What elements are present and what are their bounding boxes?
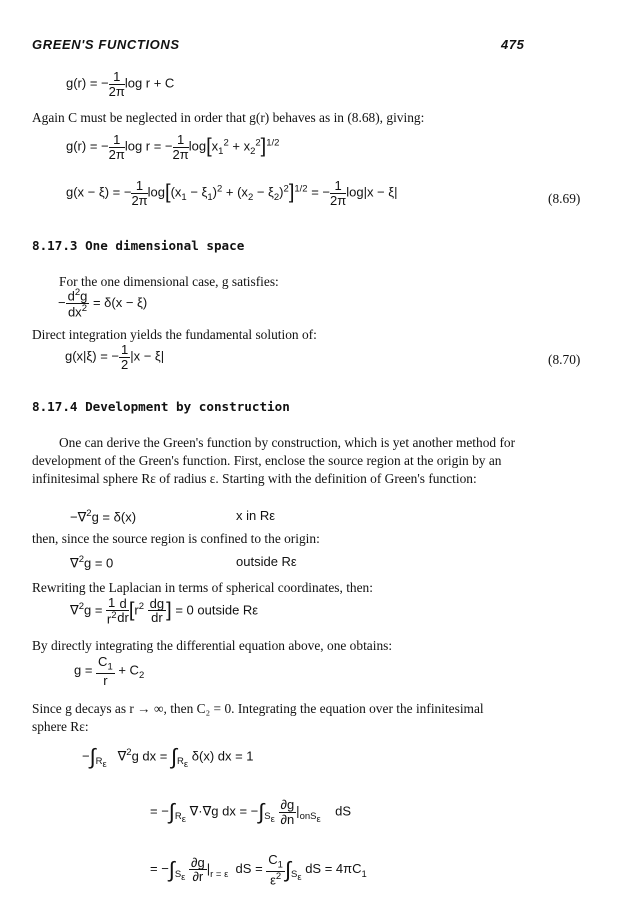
paragraph-derive-line1: One can derive the Green's function by construction, which is yet another method for [59,435,516,450]
paragraph-decay-line2: sphere Rε: [32,719,89,734]
section-title-8-17-3: 8.17.3 One dimensional space [32,238,245,253]
equation-gr-log: g(r) = − $\frac{1}{2\pi}$ log r = − $\frac{1}{2\pi}$ $\log[x_1^2 + x_2^2]^{1/2}$ [66,132,280,162]
paragraph-derive-line3: infinitesimal sphere Rε of radius ε. Starting with the definition of Green's function: [32,471,477,486]
paragraph-direct-integration: Direct integration yields the fundamental solution of: [32,327,317,342]
equation-label-8-70: (8.70) [548,352,581,367]
equation-laplace-outside: ∇$^2$g = 0 [70,554,114,571]
equation-definition: −∇$^2$g = δ(x) [70,508,137,525]
equation-label-8-69: (8.69) [548,191,581,206]
section-title-8-17-4: 8.17.4 Development by construction [32,399,290,414]
paragraph-direct-integrating: By directly integrating the differential equation above, one obtains: [32,638,393,653]
paragraph-decay-line1: Since g decays as r → ∞, then C₂ = 0. Integrating the equation over the infinitesimal [32,701,484,716]
running-title: GREEN'S FUNCTIONS [32,37,180,52]
paragraph-one-dim: For the one dimensional case, g satisfies: [59,274,279,289]
page-number: 475 [501,37,525,52]
equation-1d-ode: − $\frac{d^2g}{dx^2}$ = δ(x − ξ) [58,287,148,320]
equation-general-solution: g = $\frac{C_1}{r}$ + $C_2$ [74,654,145,688]
equation-spherical-outside: = 0 outside Rε [175,602,259,618]
paragraph-source-confined: then, since the source region is confined to the origin: [32,531,320,546]
paragraph-rewrite-laplacian: Rewriting the Laplacian in terms of spherical coordinates, then: [32,580,373,595]
paragraph-neglect-c: Again C must be neglected in order that g(r) behaves as in (8.68), giving: [32,110,425,125]
paragraph-derive-line2: development of the Green's function. First, enclose the source region at the origin by an [32,453,502,468]
equation-definition-domain: x in Rε [236,508,276,523]
equation-volume-integral: $-\int_{R_\varepsilon}$ ∇$^2$g dx = $\int_{R_\varepsilon}$ δ(x) dx = 1 [82,744,254,770]
equation-spherical-laplacian: ∇$^2$g = $\frac{1}{r^2}$ $\frac{d}{dr}$ [$r^2$ $\frac{dg}{dr}$ ] = 0 outside Rε [70,595,259,626]
equation-8-69: g(x − ξ) = − $\frac{1}{2\pi}$ $\log[(x_1 - \xi_1)^2 + (x_2 - \xi_2)^2]^{1/2}$ = − $\frac{1}{2\pi}$ log|x − ξ| [66,178,398,208]
equation-outside-domain: outside Rε [236,554,297,569]
equation-surface-step: = $-\int_{S_\varepsilon}$ $\frac{\partial g}{\partial r}$ $|_{r = \varepsilon}$ dS = $\frac{C_1}{\varepsilon^2}$ $\int_{S_\varepsilon}$ dS = $4\pi C_1$ [150,852,367,887]
equation-gr-constant: g(r) = − $\frac{1}{2\pi}$ log r + C [66,69,175,99]
equation-divergence-step: = $-\int_{R_\varepsilon}$ ∇·∇g dx = $-\int_{S_\varepsilon}$ $\frac{\partial g}{\partial n}$ $|_{onS_\varepsilon}$ dS [150,797,352,827]
equation-8-70: g(x|ξ) = − $\frac{1}{2}$ |x − ξ| [65,342,165,372]
